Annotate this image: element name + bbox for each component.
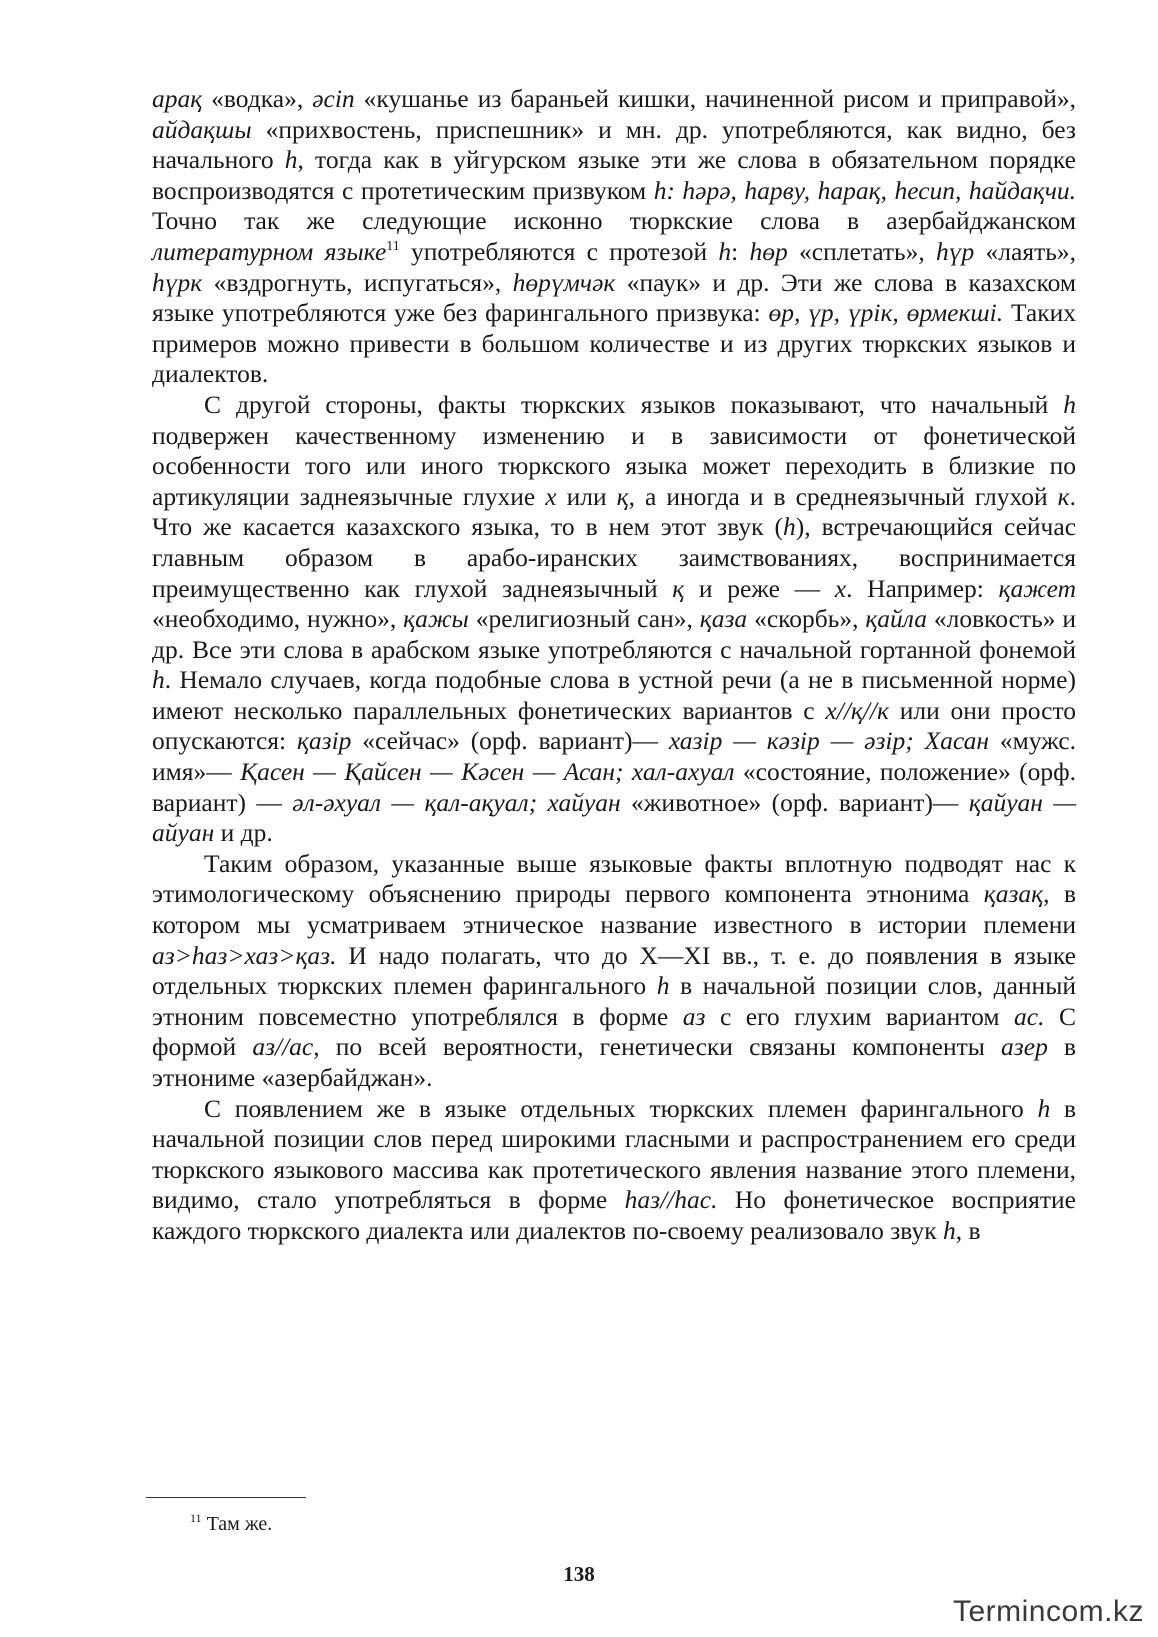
text-run: или они просто опускаются: xyxy=(152,695,1077,756)
italic-term: аз//ас xyxy=(252,1032,314,1062)
footnote-text: Там же. xyxy=(206,1513,273,1535)
italic-term: h xyxy=(1063,389,1076,419)
paragraph-3 xyxy=(152,849,1076,1094)
footnote-divider xyxy=(146,1497,306,1498)
italic-term: литературном языке xyxy=(152,236,387,266)
text-run: с его глухим вариантом xyxy=(705,1001,1015,1031)
italic-term: қазір xyxy=(296,726,352,756)
text-run: «сейчас» (орф. вариант)— xyxy=(351,726,669,756)
text-run: , в котором мы усматриваем этническое название известного в истории племени xyxy=(152,879,1076,940)
text-run: в этнониме «азербайджан». xyxy=(152,1032,1076,1092)
italic-term: h xyxy=(656,971,670,1001)
text-run: «прихвостень, приспешник» и мн. др. употребляются, как видно, без начального xyxy=(152,114,1076,175)
text-run: «животное» (орф. вариант)— xyxy=(620,787,969,817)
italic-term: аз>hаз>хаз>қаз. xyxy=(152,940,337,970)
text-run: «мужс. имя»— xyxy=(152,726,1077,787)
italic-term: қ xyxy=(672,573,685,603)
text-run: «религиозный сан», xyxy=(468,604,700,634)
text-run: «кушанье из бараньей кишки, начиненной рисом и приправой», xyxy=(354,84,1076,113)
text-run: «лаять», xyxy=(974,236,1076,266)
text-run: «сплетать», xyxy=(787,236,937,266)
italic-term: қажы xyxy=(403,604,469,634)
text-run: . Например: xyxy=(846,573,999,603)
paragraph-1 xyxy=(152,84,1076,390)
text-run: , а иногда и в среднеязычный глухой xyxy=(628,481,1058,511)
paragraph-2 xyxy=(152,390,1076,849)
text-run: , по всей вероятности, генетически связаны компоненты xyxy=(313,1032,1002,1062)
italic-term: h xyxy=(783,512,796,542)
italic-term: hүр xyxy=(936,236,975,266)
italic-term: х//қ//к xyxy=(825,695,889,725)
text-run: «ловкость» и др. Все эти слова в арабском языке употребляются с начальной гортанной фонемой xyxy=(152,604,1076,664)
italic-term: hаз//hас. xyxy=(624,1185,718,1215)
text-run: в начальной позиции слов, данный этноним повсеместно употреблялся в форме xyxy=(152,971,1076,1031)
italic-term: қ xyxy=(616,481,629,511)
watermark: Termincom.kz xyxy=(952,1595,1144,1628)
italic-term: h xyxy=(152,665,165,695)
text-run: употребляются с протезой xyxy=(399,236,719,266)
italic-term: х xyxy=(834,573,847,603)
text-run: , в xyxy=(955,1215,981,1245)
page-body xyxy=(152,84,1076,1247)
text-run: «вздрогнуть, испугаться», xyxy=(202,267,513,297)
text-run: или xyxy=(556,481,617,511)
text-run: Таким образом, указанные выше языковые факты вплотную подводят нас к этимологическому объяснению природы первого компонента этнонима xyxy=(152,848,1076,909)
italic-term: h xyxy=(1037,1093,1051,1123)
italic-term: қаза xyxy=(699,604,748,634)
text-run: «водка», xyxy=(202,84,313,113)
italic-term: арақ xyxy=(152,84,203,113)
text-run: И надо полагать, что до X—XI вв., т. е. до появления в языке отдельных тюркских племен фарингального xyxy=(152,940,1076,1001)
text-run: . Немало случаев, когда подобные слова в устной речи (а не в письменной норме) имеют несколько параллельных фонетических вариантов с xyxy=(152,665,1076,725)
italic-term: қажет xyxy=(998,573,1076,603)
text-run: в начальной позиции слов перед широкими гласными и распространением его среди тюркского языкового массива как протетического явления название этого племени, видимо, стало употребляться в форме xyxy=(152,1093,1076,1215)
italic-term: аз xyxy=(682,1001,706,1031)
italic-term: hөр xyxy=(749,236,788,266)
italic-term: Қасен — Қайсен — Кəсен — Асан; хал-ахуал xyxy=(240,757,735,787)
text-run: и др. xyxy=(214,818,273,848)
italic-term: əсіп xyxy=(312,84,355,113)
text-run: Таких примеров можно привести в большом количестве и из других тюркских языков и диалектов. xyxy=(152,298,1077,389)
footnote-reference: 11 xyxy=(386,238,400,254)
text-run: С другой стороны, факты тюркских языков показывают, что начальный xyxy=(204,389,1064,419)
italic-term: h xyxy=(284,145,298,175)
text-run: «паук» и др. Эти же слова в казахском языке употребляются уже без фарингального призвука: xyxy=(152,267,1076,328)
italic-term: h: həрə, hарву, hарақ, hесип, hайдақчи. xyxy=(653,175,1077,205)
italic-term: h xyxy=(718,236,732,266)
text-run: . Что же касается казахского языка, то в нем этот звук ( xyxy=(152,481,1076,542)
footnote-mark: 11 xyxy=(190,1511,202,1525)
italic-term: h xyxy=(943,1215,956,1245)
italic-term: əл-əхуал — қал-ақуал; хайуан xyxy=(292,787,621,817)
text-run: Но фонетическое восприятие каждого тюркского диалекта или диалектов по-своему реализовало звук xyxy=(152,1185,1076,1245)
italic-term: қазақ xyxy=(983,879,1044,909)
italic-term: қайуан — айуан xyxy=(152,787,1077,848)
text-run: С формой xyxy=(152,1001,1076,1062)
paragraph-4 xyxy=(152,1094,1076,1247)
italic-term: хазір — кəзір — əзір; Хасан xyxy=(668,726,989,756)
italic-term: өр, үр, үрік, өрмекші. xyxy=(768,298,1004,328)
italic-term: к xyxy=(1057,481,1070,511)
text-run: Точно так же следующие исконно тюркские слова в азербайджанском xyxy=(152,206,1076,236)
italic-term: айдақшы xyxy=(152,114,252,144)
text-run: «состояние, положение» (орф. вариант) — xyxy=(152,757,1076,817)
text-run: , тогда как в уйгурском языке эти же слова в обязательном порядке воспроизводятся с протетическим призвуком xyxy=(152,145,1076,205)
text-run: подвержен качественному изменению и в зависимости от фонетической особенности того или иного тюркского языка может переходить в близкие по артикуляции заднеязычные глухие xyxy=(152,420,1076,511)
italic-term: hөрүмчəк xyxy=(512,267,616,297)
text-run: и реже — xyxy=(684,573,835,603)
text-run: «скорбь», xyxy=(747,604,866,634)
italic-term: hүрк xyxy=(152,267,203,297)
footnote xyxy=(190,1512,272,1536)
italic-term: ас. xyxy=(1014,1001,1045,1031)
italic-term: азер xyxy=(1001,1032,1048,1062)
page-number: 138 xyxy=(563,1562,595,1586)
text-run: : xyxy=(731,236,750,266)
italic-term: х xyxy=(545,481,557,511)
italic-term: қайла xyxy=(865,604,927,634)
text-run: ), встречающийся сейчас главным образом в арабо-иранских заимствованиях, воспринимается преимущественно как глухой заднеязычный xyxy=(152,512,1077,603)
text-run: «необходимо, нужно», xyxy=(152,604,404,634)
text-run: С появлением же в языке отдельных тюркских племен фарингального xyxy=(204,1093,1038,1123)
